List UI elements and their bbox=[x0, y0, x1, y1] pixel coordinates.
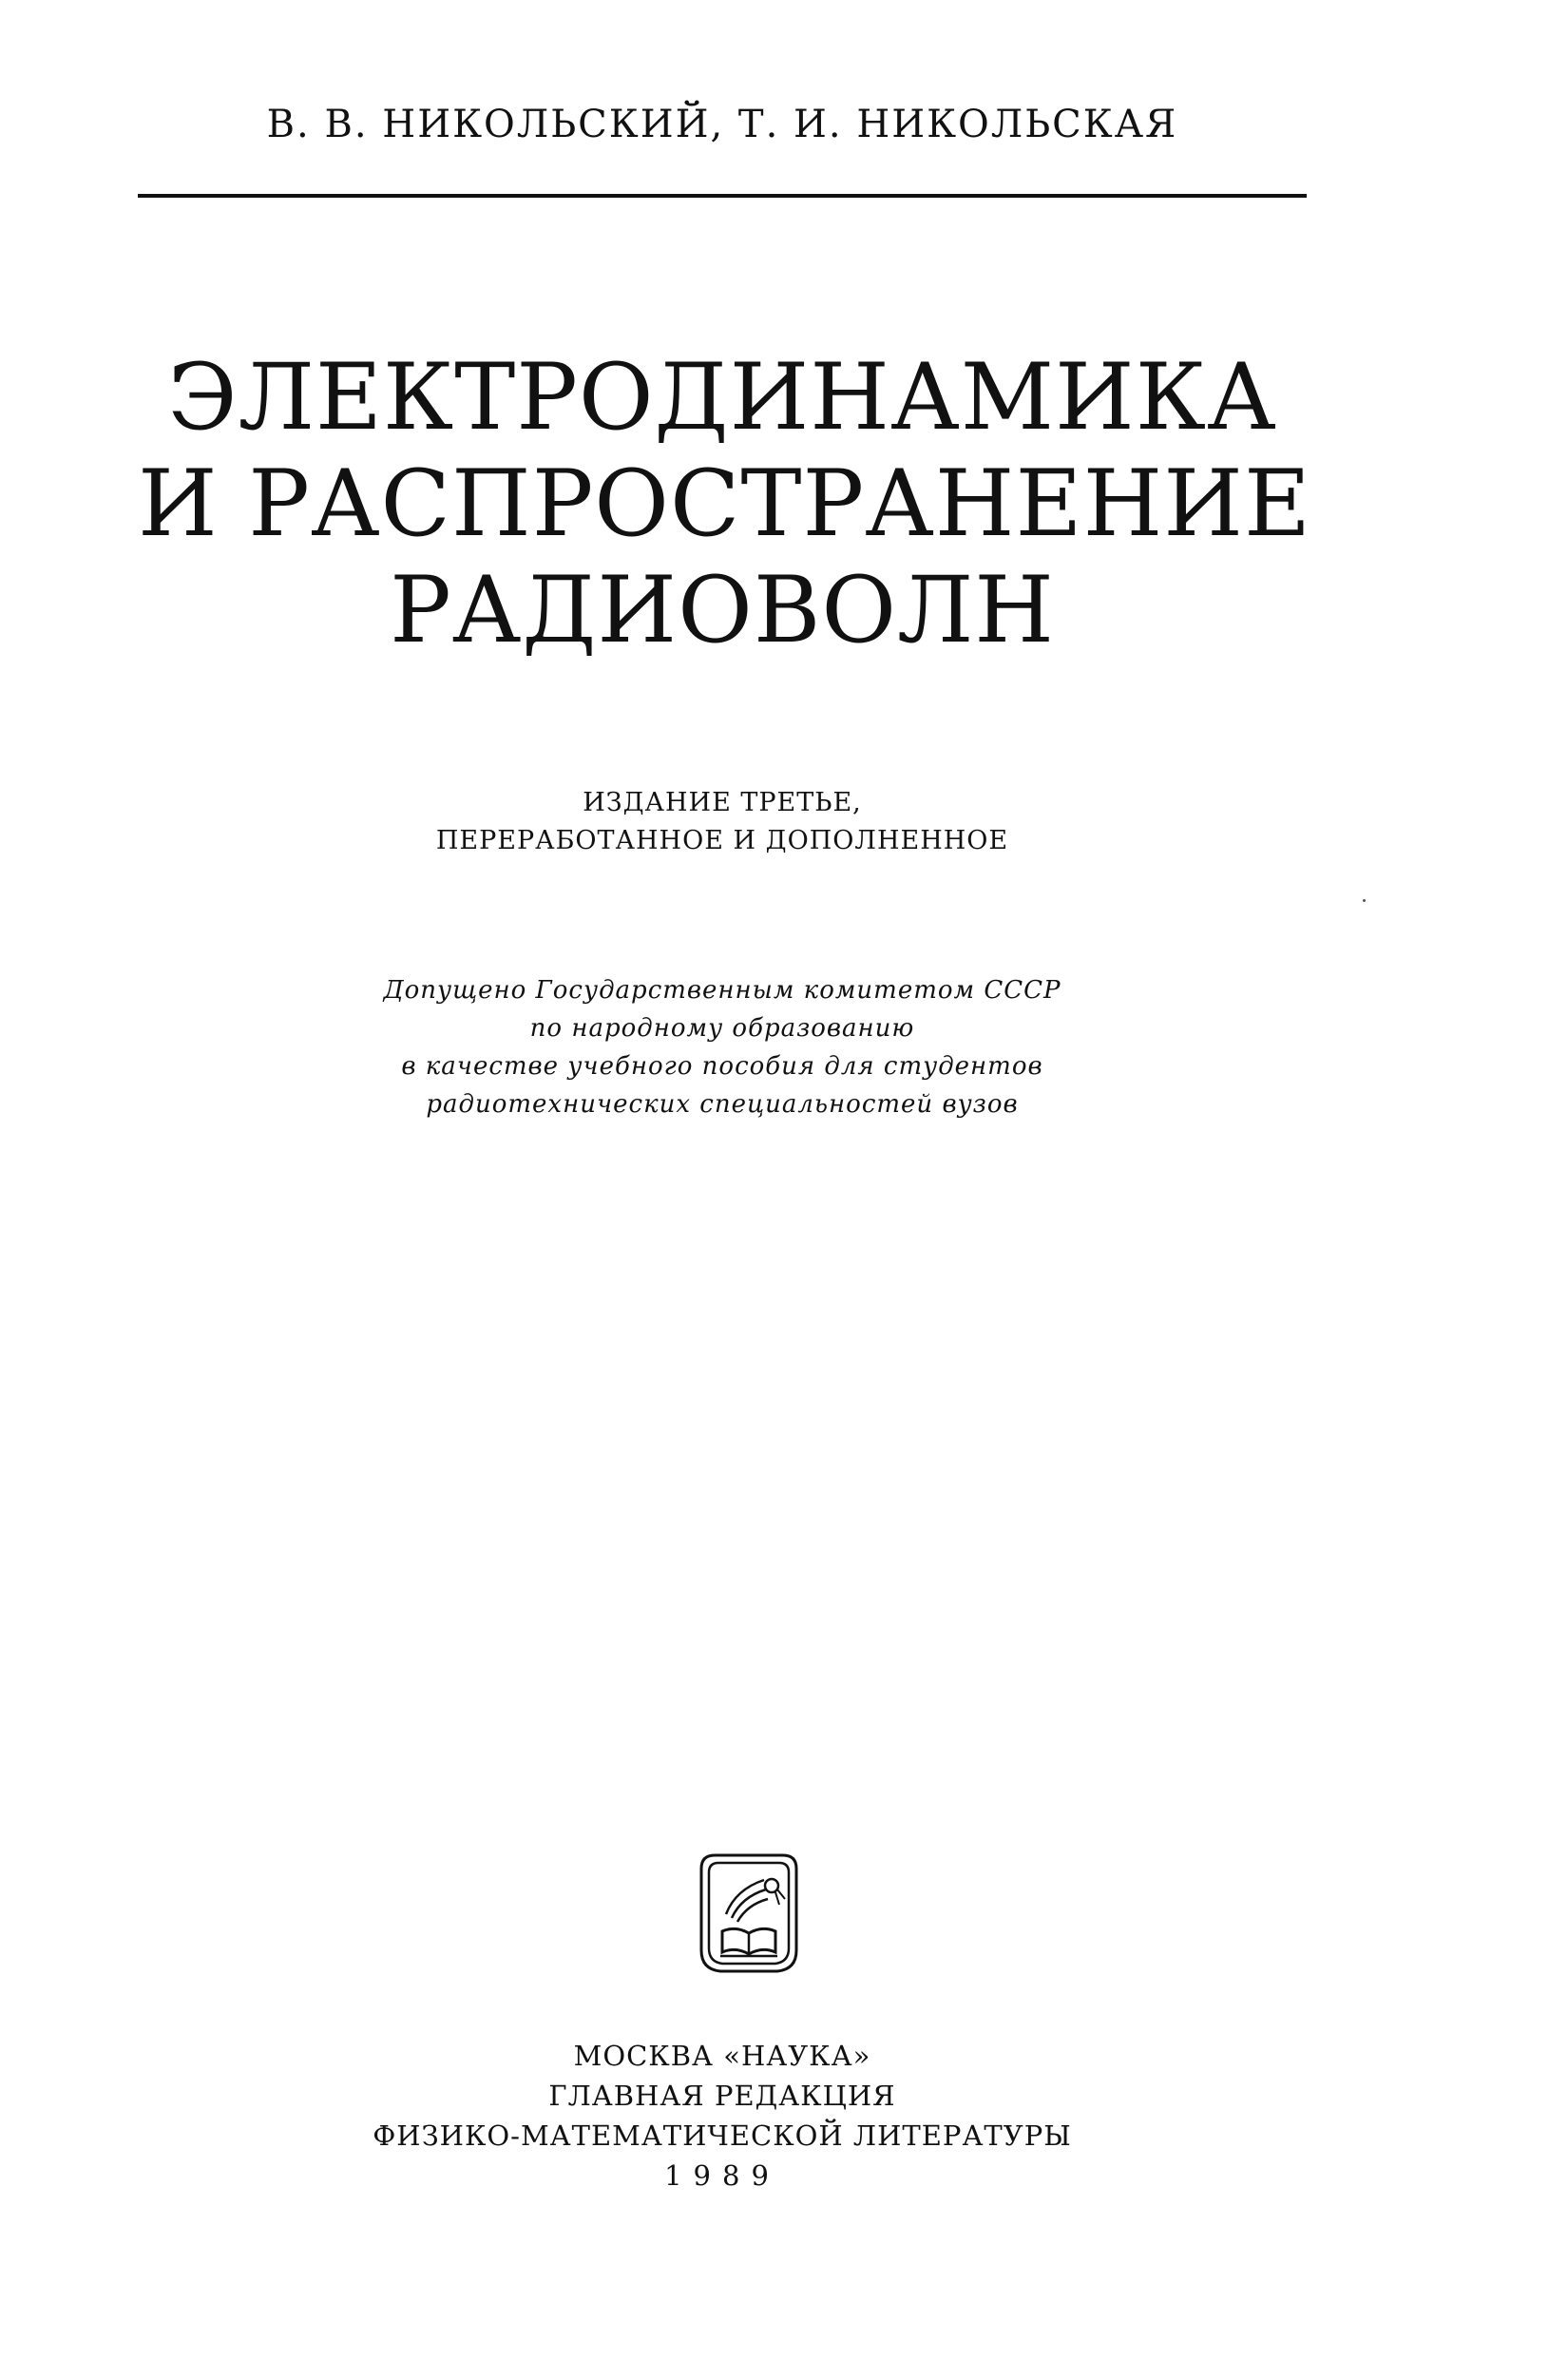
approval-line: радиотехнических специальностей вузов bbox=[426, 1090, 1019, 1119]
publisher-emblem-icon bbox=[698, 1851, 800, 1975]
publisher-line: ГЛАВНАЯ РЕДАКЦИЯ bbox=[548, 2080, 896, 2112]
approval-line: Допущено Государственным комитетом СССР bbox=[383, 976, 1061, 1005]
approval-line: в качестве учебного пособия для студентов bbox=[401, 1052, 1043, 1081]
scan-speck bbox=[1363, 899, 1366, 902]
publisher-imprint bbox=[138, 2036, 1307, 2196]
title-line: РАДИОВОЛН bbox=[390, 557, 1055, 663]
approval-note bbox=[138, 971, 1307, 1123]
book-title bbox=[138, 344, 1312, 663]
edition-line: ПЕРЕРАБОТАННОЕ И ДОПОЛНЕННОЕ bbox=[435, 826, 1009, 855]
edition-line: ИЗДАНИЕ ТРЕТЬЕ, bbox=[583, 788, 862, 817]
publisher-line: МОСКВА «НАУКА» bbox=[573, 2040, 871, 2072]
edition-note bbox=[138, 784, 1307, 860]
publication-year: 1989 bbox=[664, 2159, 780, 2192]
title-line: И РАСПРОСТРАНЕНИЕ bbox=[138, 451, 1312, 557]
publisher-line: ФИЗИКО-МАТЕМАТИЧЕСКОЙ ЛИТЕРАТУРЫ bbox=[373, 2119, 1072, 2152]
approval-line: по народному образованию bbox=[529, 1014, 915, 1043]
authors: В. В. НИКОЛЬСКИЙ, Т. И. НИКОЛЬСКАЯ bbox=[266, 103, 1178, 146]
title-line: ЭЛЕКТРОДИНАМИКА bbox=[167, 344, 1277, 451]
divider-rule bbox=[138, 194, 1307, 198]
